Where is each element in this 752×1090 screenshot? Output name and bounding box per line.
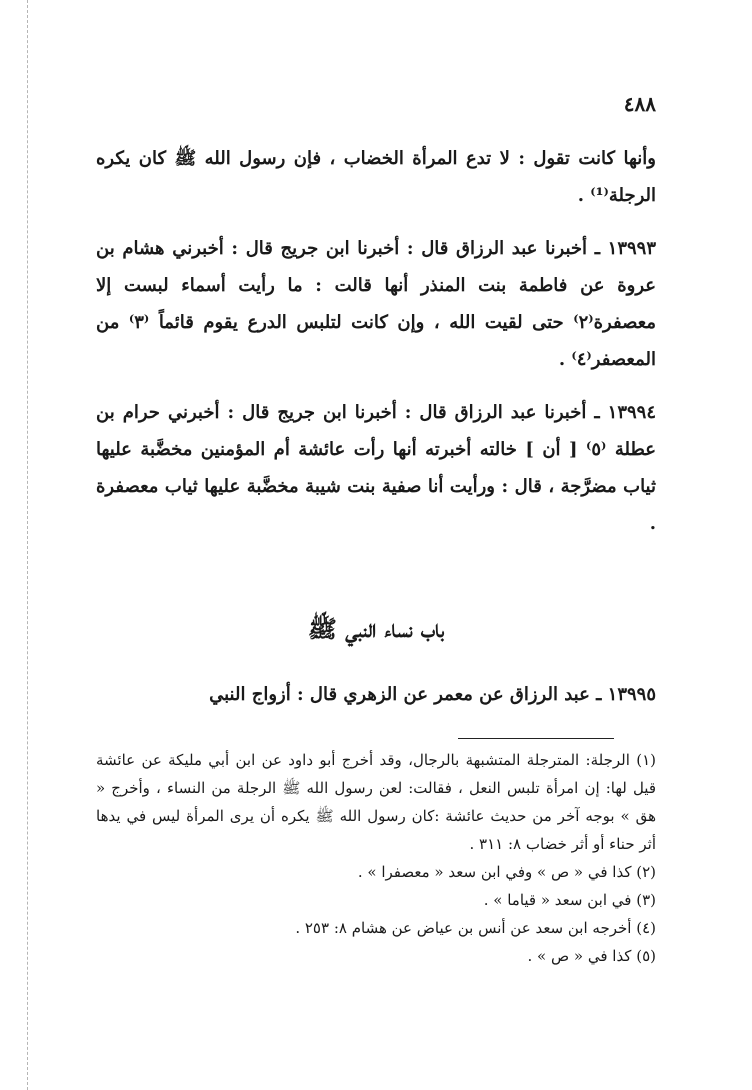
page-number: ٤٨٨: [623, 92, 656, 116]
section-heading: باب نساء النبي ﷺ: [307, 614, 445, 643]
footnote-3: (٣) في ابن سعد « قياما » .: [483, 891, 656, 909]
footnote-1: (١) الرجلة: المترجلة المتشبهة بالرجال، وقد أخرج أبو داود عن ابن أبي مليكة عن عائشة قيل لها: إن امرأة تلبس النعل ، فقالت: لعن رسول الله ﷺ الرجلة من النساء ، وأخرج « هق » بوجه آخر من حديث عائشة :كان رسول الله ﷺ يكره أن يرى المرأة ليس في يدها أثر حناء أو أثر خضاب ٨: ٣١١ .: [96, 751, 656, 853]
paragraph-continuation: وأنها كانت تقول : لا تدع المرأة الخضاب ، فإن رسول الله ﷺ كان يكره الرجلة⁽¹⁾ .: [96, 148, 656, 206]
hadith-13994: ١٣٩٩٤ ـ أخبرنا عبد الرزاق قال : أخبرنا ابن جريج قال : أخبرني حرام بن عطلة ⁽٥⁾ [ أن ] خالته أخبرته أنها رأت عائشة أم المؤمنين مخضَّبة عليها ثياب مضرَّجة ، قال : ورأيت أنا صفية بنت شيبة مخضَّبة عليها ثياب معصفرة .: [96, 402, 656, 534]
footnote-5: (٥) كذا في « ص » .: [527, 947, 656, 965]
footnote-divider: [458, 738, 614, 739]
hadith-13995: ١٣٩٩٥ ـ عبد الرزاق عن معمر عن الزهري قال : أزواج النبي: [209, 684, 656, 705]
footnote-4: (٤) أخرجه ابن سعد عن أنس بن عياض عن هشام ٨: ٢٥٣ .: [295, 919, 656, 937]
footnote-2: (٢) كذا في « ص » وفي ابن سعد « معصفرا » .: [357, 863, 656, 881]
footnotes: [96, 746, 656, 970]
binding-gutter-line: [27, 0, 28, 1090]
hadith-13993: ١٣٩٩٣ ـ أخبرنا عبد الرزاق قال : أخبرنا ابن جريج قال : أخبرني هشام بن عروة عن فاطمة بنت المنذر أنها قالت : ما رأيت أسماء لبست إلا معصفرة⁽٢⁾ حتى لقيت الله ، وإن كانت لتلبس الدرع يقوم قائماً ⁽٣⁾ من المعصفر⁽٤⁾ .: [96, 238, 656, 370]
main-text: [96, 140, 656, 542]
